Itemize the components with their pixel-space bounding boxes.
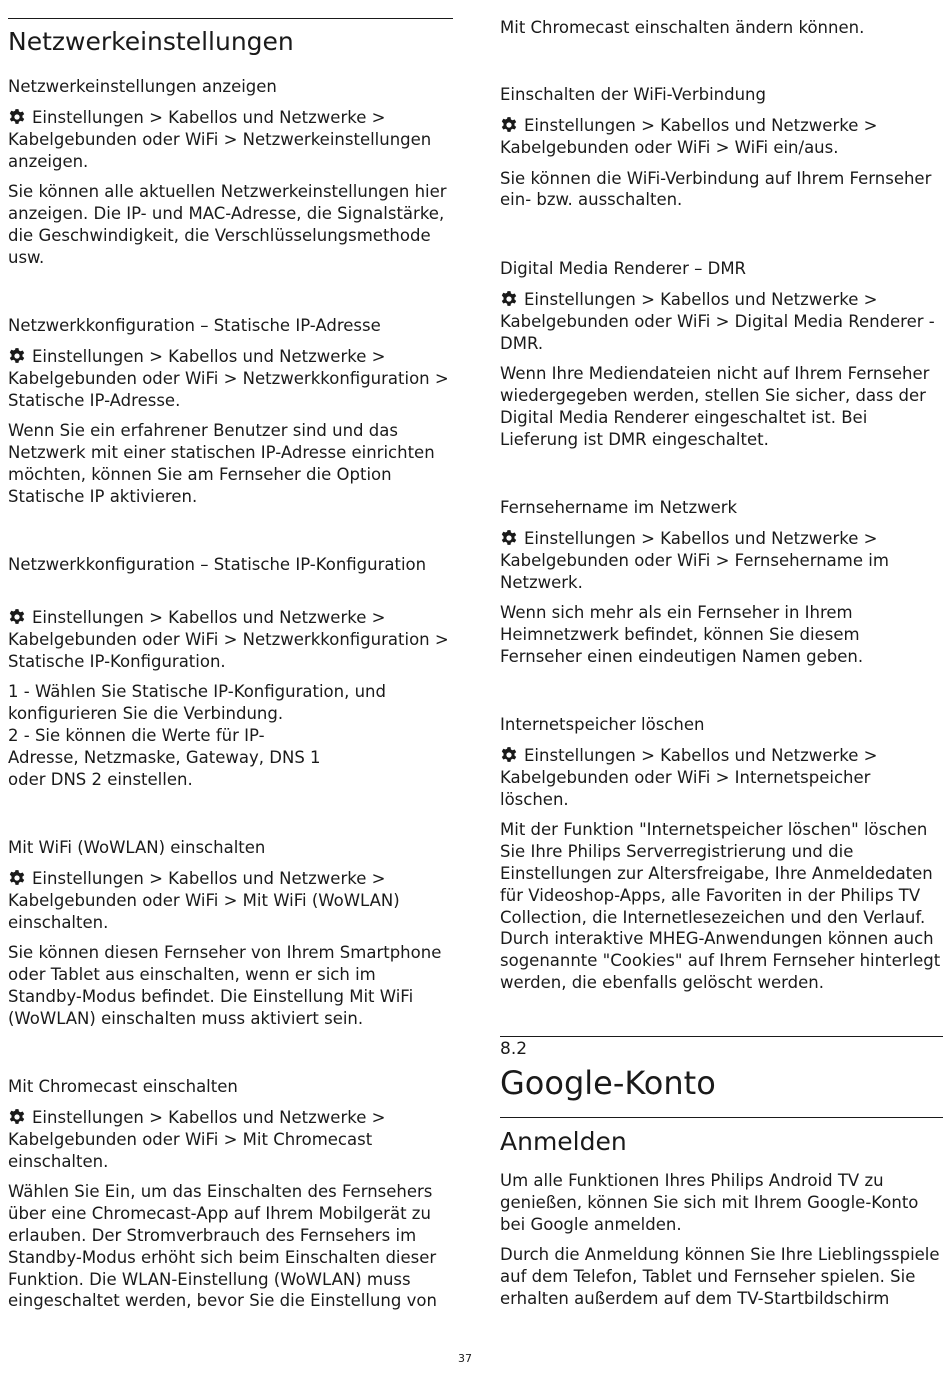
settings-label: Einstellungen [32,108,144,127]
settings-path-rest: > Kabellos und Netzwerke > Kabelgebunden oder WiFi > Fernsehername im Netzwerk. [500,529,889,592]
section-body: Wenn Ihre Mediendateien nicht auf Ihrem Fernseher wiedergegeben werden, stellen Sie sicher, dass der Digital Media Renderer eingeschaltet ist. Bei Lieferung ist DMR eingeschaltet. [500,364,930,449]
section-heading: Mit WiFi (WoWLAN) einschalten [8,838,266,857]
section-wifi-on-off [500,84,943,211]
settings-label: Einstellungen [32,1108,144,1127]
section-body: Mit der Funktion "Internetspeicher löschen" löschen Sie Ihre Philips Serverregistrierung und die Einstellungen zur Altersfreigabe, Ihre Anmeldedaten für Videoshop-Apps, alle Favoriten in der Philips TV Collection, die Internetlesezeichen und den Verlauf. Durch interaktive MHEG-Anwendungen können auch sogenannte "Cookies" auf Ihrem Fernseher hinterlegt werden, die ebenfalls gelöscht werden. [500,820,941,992]
chapter-subtitle: Anmelden [500,1127,627,1156]
gear-icon [500,290,518,308]
settings-label: Einstellungen [524,290,636,309]
section-heading: Digital Media Renderer – DMR [500,259,747,278]
gear-icon [8,347,26,365]
settings-path-rest: > Kabellos und Netzwerke > Kabelgebunden oder WiFi > WiFi ein/aus. [500,116,878,157]
page-title: Netzwerkeinstellungen [8,27,294,56]
settings-label: Einstellungen [524,529,636,548]
title-rule [8,18,453,19]
step-2-line-2: Adresse, Netzmaske, Gateway, DNS 1 [8,747,321,767]
body-post: , um das Einschalten des Fernsehers über eine Chromecast-App auf Ihrem Mobilgerät zu erlauben. Der Stromverbrauch des Fernsehers im Standby-Modus erhöht sich beim Einschalten dieser Funktion. Die WLAN-Einstellung (WoWLAN) muss eingeschaltet werden, bevor Sie die Einstellung von [8,1182,437,1311]
settings-label: Einstellungen [32,347,144,366]
section-body: Sie können alle aktuellen Netzwerkeinstellungen hier anzeigen. Die IP- und MAC-Adresse, die Signalstärke, die Geschwindigkeit, die Verschlüsselungsmethode usw. [8,182,447,267]
section-heading: Mit Chromecast einschalten [8,1077,238,1096]
settings-path-rest: > Kabellos und Netzwerke > Kabelgebunden oder WiFi > Mit Chromecast einschalten. [8,1108,386,1171]
body-pre: Wählen Sie [8,1182,105,1202]
section-body: Wenn sich mehr als ein Fernseher in Ihrem Heimnetzwerk befindet, können Sie diesem Fernseher einen eindeutigen Namen geben. [500,603,864,666]
gear-icon [500,529,518,547]
chapter-title: Google-Konto [500,1064,716,1102]
chapter-rule [500,1036,943,1037]
continuation-text [500,17,943,39]
section-body: Sie können die WiFi-Verbindung auf Ihrem Fernseher ein- bzw. ausschalten. [500,168,932,210]
chapter-number: 8.2 [500,1039,528,1059]
chapter-paragraph-1: Um alle Funktionen Ihres Philips Android TV zu genießen, können Sie sich mit Ihrem Google-Konto bei Google anmelden. [500,1171,919,1234]
subtitle-rule [500,1117,943,1118]
section-chromecast [8,1076,453,1312]
gear-icon [500,746,518,764]
settings-path-rest: > Kabellos und Netzwerke > Kabelgebunden oder WiFi > Netzwerkkonfiguration > Statische IP-Konfiguration. [8,608,449,671]
page-number: 37 [458,1352,472,1365]
gear-icon [8,1108,26,1126]
section-dmr [500,258,943,451]
section-wowlan [8,837,453,1030]
gear-icon [8,108,26,126]
settings-path-rest: > Kabellos und Netzwerke > Kabelgebunden oder WiFi > Digital Media Renderer - DMR. [500,290,935,353]
continuation-em: Mit Chromecast einschalten [500,18,730,37]
page-title-block [8,18,453,57]
settings-path [8,868,453,933]
section-clear-internet-memory [500,714,943,994]
settings-path [500,745,943,810]
chapter-paragraph-2: Durch die Anmeldung können Sie Ihre Lieblingsspiele auf dem Telefon, Tablet und Fernseher spielen. Sie erhalten außerdem auf dem TV-Startbildschirm [500,1245,940,1308]
settings-path [8,607,453,672]
settings-label: Einstellungen [32,608,144,627]
section-heading: Netzwerkkonfiguration – Statische IP-Adresse [8,316,381,335]
settings-path [500,115,943,159]
gear-icon [8,608,26,626]
settings-label: Einstellungen [32,869,144,888]
section-body: Wenn Sie ein erfahrener Benutzer sind und das Netzwerk mit einer statischen IP-Adresse einrichten möchten, können Sie am Fernseher die Option Statische IP aktivieren. [8,421,435,506]
section-heading: Internetspeicher löschen [500,715,705,734]
settings-path [500,528,943,593]
section-body: Sie können diesen Fernseher von Ihrem Smartphone oder Tablet aus einschalten, wenn er sich im Standby-Modus befindet. Die Einstellung Mit WiFi (WoWLAN) einschalten muss aktiviert sein. [8,943,442,1028]
step-1: 1 - Wählen Sie Statische IP-Konfiguration, und konfigurieren Sie die Verbindung. [8,682,386,724]
section-heading: Einschalten der WiFi-Verbindung [500,85,766,104]
section-network-settings [8,76,453,269]
chapter-google-account [500,1036,943,1310]
section-heading: Netzwerkkonfiguration – Statische IP-Konfiguration [8,555,427,574]
section-heading: Fernsehername im Netzwerk [500,498,738,517]
settings-path [500,289,943,354]
section-tv-name [500,497,943,668]
settings-label: Einstellungen [524,116,636,135]
settings-path [8,107,453,172]
gear-icon [8,869,26,887]
section-static-ip-address [8,315,453,508]
settings-path [8,1107,453,1172]
settings-label: Einstellungen [524,746,636,765]
continuation-rest: ändern können. [729,18,865,37]
settings-path-rest: > Kabellos und Netzwerke > Kabelgebunden oder WiFi > Internetspeicher löschen. [500,746,878,809]
section-static-ip-config [8,554,453,790]
continuation-line [500,17,943,39]
settings-path-rest: > Kabellos und Netzwerke > Kabelgebunden oder WiFi > Netzwerkkonfiguration > Statische IP-Adresse. [8,347,449,410]
step-2-line-1: 2 - Sie können die Werte für IP- [8,725,265,745]
body-em: Ein [104,1182,131,1202]
section-body [8,1181,453,1312]
step-2-line-3: oder DNS 2 einstellen. [8,769,193,789]
settings-path-rest: > Kabellos und Netzwerke > Kabelgebunden oder WiFi > Mit WiFi (WoWLAN) einschalten. [8,869,400,932]
section-heading: Netzwerkeinstellungen anzeigen [8,77,277,96]
settings-path [8,346,453,411]
gear-icon [500,116,518,134]
settings-path-rest: > Kabellos und Netzwerke > Kabelgebunden oder WiFi > Netzwerkeinstellungen anzeigen. [8,108,432,171]
